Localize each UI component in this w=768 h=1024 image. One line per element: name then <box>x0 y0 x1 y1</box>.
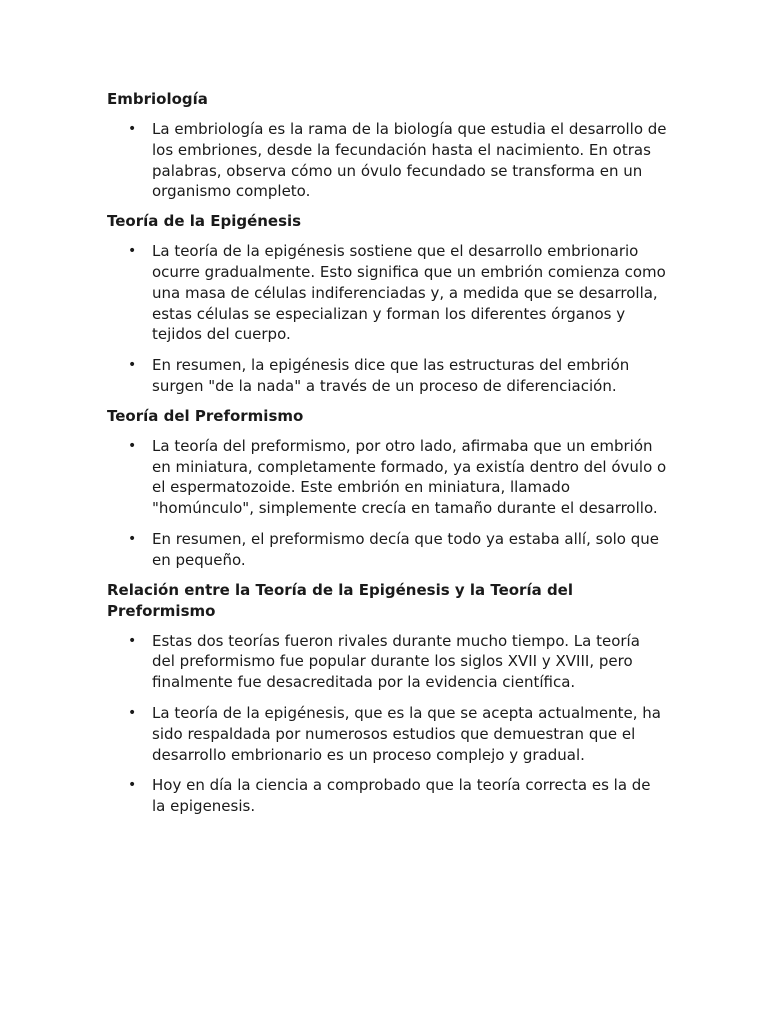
bullet-icon: • <box>128 243 137 260</box>
list-item-text: Estas dos teorías fueron rivales durante mucho tiempo. La teoría del preformismo fue popular durante los siglos XVII y XVIII, pero finalmente fue desacreditada por la evidencia científica. <box>152 631 640 692</box>
section-heading: Teoría de la Epigénesis <box>107 212 302 231</box>
list-item <box>107 436 667 519</box>
section-relacion <box>107 580 667 817</box>
list-item-text: Hoy en día la ciencia a comprobado que la teoría correcta es la de la epigenesis. <box>152 776 651 816</box>
list-item-text: La teoría de la epigénesis, que es la que se acepta actualmente, ha sido respaldada por numerosos estudios que demuestran que el desarrollo embrionario es un proceso complejo y gradual. <box>152 703 661 764</box>
bullet-icon: • <box>128 357 137 374</box>
document-page <box>107 89 667 826</box>
list-item-text: En resumen, el preformismo decía que todo ya estaba allí, solo que en pequeño. <box>152 529 659 569</box>
list-item <box>107 241 667 345</box>
bullet-icon: • <box>128 530 137 547</box>
list-item-text: La embriología es la rama de la biología que estudia el desarrollo de los embriones, desde la fecundación hasta el nacimiento. En otras palabras, observa cómo un óvulo fecundado se transforma en un organismo completo. <box>152 120 667 201</box>
list-item <box>107 775 667 817</box>
list-item-text: La teoría de la epigénesis sostiene que el desarrollo embrionario ocurre gradualmente. Esto significa que un embrión comienza como una masa de células indiferenciadas y, a medida que se desarrolla, estas células se especializan y forman los diferentes órganos y tejidos del cuerpo. <box>152 242 666 344</box>
list-item <box>107 119 667 202</box>
bullet-icon: • <box>128 121 137 137</box>
section-embriologia <box>107 89 667 202</box>
bullet-icon: • <box>128 777 137 794</box>
list-item-text: La teoría del preformismo, por otro lado, afirmaba que un embrión en miniatura, completamente formado, ya existía dentro del óvulo o el espermatozoide. Este embrión en miniatura, llamado "homúnculo", simplemente crecía en tamaño durante el desarrollo. <box>152 436 667 518</box>
bullet-list <box>107 119 667 202</box>
bullet-icon: • <box>128 437 137 454</box>
list-item-text: En resumen, la epigénesis dice que las estructuras del embrión surgen "de la nada" a través de un proceso de diferenciación. <box>152 356 630 395</box>
list-item <box>107 529 667 571</box>
section-preformismo <box>107 406 667 571</box>
bullet-list <box>107 241 667 397</box>
bullet-icon: • <box>128 704 137 721</box>
bullet-list <box>107 436 667 571</box>
bullet-list <box>107 631 667 817</box>
list-item <box>107 355 667 397</box>
section-heading: Teoría del Preformismo <box>107 406 304 425</box>
section-epigenesis <box>107 211 667 397</box>
list-item <box>107 631 667 693</box>
section-heading: Relación entre la Teoría de la Epigénesis y la Teoría del Preformismo <box>107 580 573 620</box>
list-item <box>107 703 667 765</box>
section-heading: Embriología <box>107 90 208 108</box>
bullet-icon: • <box>128 632 137 649</box>
